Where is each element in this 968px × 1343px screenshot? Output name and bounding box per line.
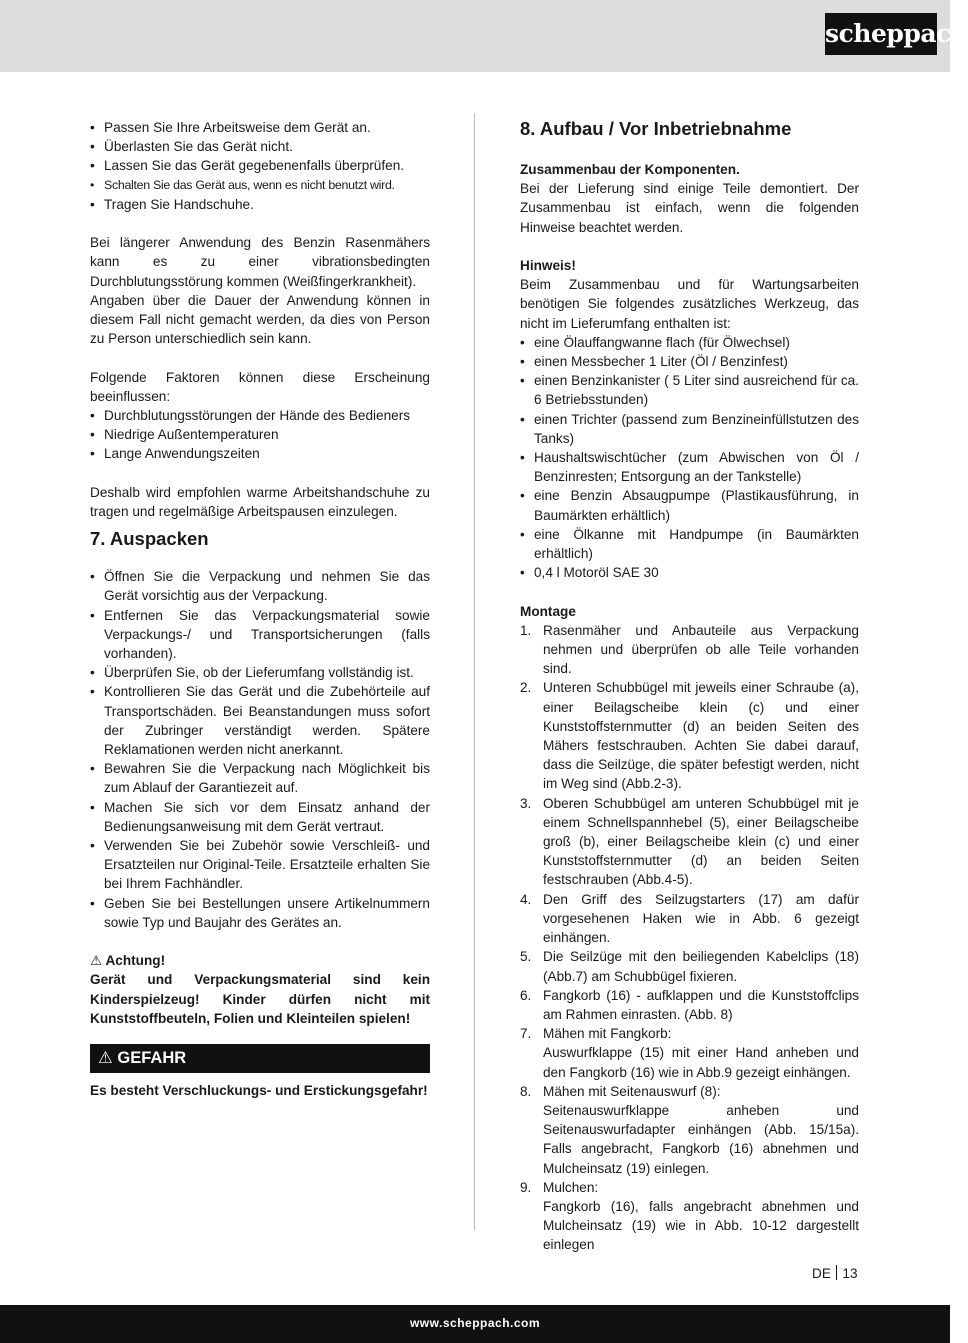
danger-triangle-icon: ⚠ (98, 1049, 113, 1068)
list-item: • Lange Anwendungszeiten (90, 444, 430, 463)
step-number: 4. (520, 891, 532, 907)
list-item: • Verwenden Sie bei Zubehör sowie Verschleiß- und Ersatzteilen nur Original-Teile. Ersatzteile erhalten Sie bei Ihrem Fachhändler. (90, 836, 430, 894)
page-separator (836, 1265, 838, 1280)
paragraph-factors: Folgende Faktoren können diese Erscheinung beeinflussen: (90, 369, 430, 404)
list-item (520, 986, 859, 1024)
list-item (520, 890, 859, 948)
list-item: • Passen Sie Ihre Arbeitsweise dem Gerät an. (90, 118, 430, 137)
list-item: • Entfernen Sie das Verpackungsmaterial sowie Verpackungs-/ und Transportsicherungen (falls vorhanden). (90, 606, 430, 664)
step-number: 8. (520, 1083, 532, 1099)
step-text: Rasenmäher und Anbauteile aus Verpackung nehmen und überprüfen ob alle Teile vorhanden sind. (543, 622, 859, 677)
step-number: 6. (520, 987, 532, 1003)
list-item: • Bewahren Sie die Verpackung nach Möglichkeit bis zum Ablauf der Garantiezeit auf. (90, 759, 430, 797)
list-item (520, 947, 859, 985)
website-link[interactable]: www.scheppach.com (409, 1316, 541, 1330)
list-item: • Machen Sie sich vor dem Einsatz anhand der Bedienungsanweisung mit dem Gerät vertraut. (90, 798, 430, 836)
list-item: • Öffnen Sie die Verpackung und nehmen Sie das Gerät vorsichtig aus der Verpackung. (90, 567, 430, 605)
list-item (520, 1024, 859, 1082)
brand-logo (825, 13, 968, 55)
list-item: • Überprüfen Sie, ob der Lieferumfang vollständig ist. (90, 663, 430, 682)
paragraph-components: Bei der Lieferung sind einige Teile demontiert. Der Zusammenbau ist einfach, wenn die folgenden Hinweise beachtet werden. (520, 181, 859, 235)
step-text: Mähen mit Seitenauswurf (8): (543, 1083, 721, 1099)
footer-bar (0, 1305, 950, 1343)
left-column (90, 118, 430, 1100)
list-item: • einen Benzinkanister ( 5 Liter sind ausreichend für ca. 6 Betriebsstunden) (520, 371, 859, 409)
paragraph-recommendation: Deshalb wird empfohlen warme Arbeitshandschuhe zu tragen und regelmäßige Arbeitspausen einzulegen. (90, 484, 430, 520)
list-item: • einen Messbecher 1 Liter (Öl / Benzinfest) (520, 352, 859, 371)
step-number: 5. (520, 949, 532, 965)
step-subtext: Seitenauswurfklappe anheben und Seitenauswurfadapter einhängen (Abb. 15/15a). Falls angebracht, Fangkorb (16) abnehmen und Mulcheinsatz (19) einlegen. (543, 1102, 859, 1176)
step-text: Die Seilzüge mit den beiliegenden Kabelclips (18) (Abb.7) am Schubbügel fixieren. (543, 949, 859, 984)
list-item: • Tragen Sie Handschuhe. (90, 195, 430, 214)
page-number (812, 1265, 858, 1281)
list-item: • Kontrollieren Sie das Gerät und die Zubehörteile auf Transportschäden. Bei Beanstandungen muss sofort der Zubringer verständigt werden. Spätere Reklamationen werden nicht anerkannt. (90, 682, 430, 759)
paragraph-vibration: Bei längerer Anwendung des Benzin Rasenmähers kann es zu einer vibrationsbedingten Durchblutungsstörung kommen (Weißfingerkrankheit). (90, 235, 430, 289)
step-text: Oberen Schubbügel am unteren Schubbügel mit je einem Schnellspannhebel (5), einer Beilagscheibe groß (b), einer Beilagscheibe klein (c) und einer Kunststoffsternmutter (d) an beiden Seiten festschrauben (Abb.4-5). (543, 795, 859, 888)
montage-heading: Montage (520, 603, 576, 619)
bullet-list-factors (90, 406, 430, 464)
step-number: 9. (520, 1179, 532, 1195)
step-text: Unteren Schubbügel mit jeweils einer Schraube (a), einer Beilagscheibe klein (c) und einer Kunststoffsternmutter (d) an beiden Seiten des Mähers festschrauben. Achten Sie dabei darauf, dass die Seilzüge, die später befestigt werden, nicht im Weg sind (Abb.2-3). (543, 680, 859, 792)
step-subtext: Fangkorb (16), falls angebracht abnehmen und Mulcheinsatz (19) wie in Abb. 10-12 dargestellt einlegen (543, 1198, 859, 1253)
paragraph-duration: Angaben über die Dauer der Anwendung können in diesem Fall nicht gemacht werden, da dies von Person zu Person unterschiedlich sein kann. (90, 292, 430, 347)
warning-triangle-icon: ⚠ (90, 953, 103, 969)
page-number-value: 13 (842, 1266, 858, 1281)
bullet-list-unpacking (90, 567, 430, 932)
list-item (520, 678, 859, 793)
danger-label: GEFAHR (117, 1049, 187, 1068)
list-item: • Niedrige Außentemperaturen (90, 425, 430, 444)
language-code: DE (812, 1266, 831, 1281)
list-item: • Schalten Sie das Gerät aus, wenn es nicht benutzt wird. (90, 176, 430, 195)
list-item: • Überlasten Sie das Gerät nicht. (90, 137, 430, 156)
step-number: 1. (520, 622, 532, 638)
step-text: Mähen mit Fangkorb: (543, 1026, 672, 1042)
section-heading-unpacking: 7. Auspacken (90, 528, 209, 550)
warning-heading (90, 951, 430, 970)
bullet-list-work (90, 118, 430, 214)
list-item: • eine Ölauffangwanne flach (für Ölwechsel) (520, 333, 859, 352)
hint-text: Beim Zusammenbau und für Wartungsarbeiten benötigen Sie folgendes zusätzliches Werkzeug, das nicht im Lieferumfang enthalten ist: (520, 277, 859, 331)
column-divider (474, 113, 475, 1230)
danger-banner (90, 1044, 430, 1073)
warning-title: Achtung! (105, 953, 166, 969)
warning-text: Gerät und Verpackungsmaterial sind kein Kinderspielzeug! Kinder dürfen nicht mit Kunststoffbeuteln, Folien und Kleinteilen spielen! (90, 972, 430, 1026)
list-item: • 0,4 l Motoröl SAE 30 (520, 563, 859, 582)
list-item: • eine Benzin Absaugpumpe (Plastikausführung, in Baumärkten erhältlich) (520, 486, 859, 524)
header-bar (0, 0, 968, 72)
hint-heading: Hinweis! (520, 258, 576, 273)
step-text: Mulchen: (543, 1179, 599, 1195)
bullet-list-tools (520, 333, 859, 583)
list-item: • Geben Sie bei Bestellungen unsere Artikelnummern sowie Typ und Baujahr des Gerätes an. (90, 894, 430, 932)
step-number: 2. (520, 680, 532, 696)
brand-logo-text: scheppach (825, 19, 968, 48)
list-item (520, 1082, 859, 1178)
list-item: • Durchblutungsstörungen der Hände des Bedieners (90, 406, 430, 425)
step-text: Fangkorb (16) - aufklappen und die Kunststoffclips am Rahmen einrasten. (Abb. 8) (543, 987, 859, 1022)
list-item (520, 1178, 859, 1255)
section-heading-assembly: 8. Aufbau / Vor Inbetriebnahme (520, 118, 792, 139)
step-number: 3. (520, 795, 532, 811)
list-item: • Haushaltswischtücher (zum Abwischen von Öl / Benzinresten; Entsorgung an der Tankstelle) (520, 448, 859, 486)
list-item: • einen Trichter (passend zum Benzineinfüllstutzen des Tanks) (520, 410, 859, 448)
list-item: • eine Ölkanne mit Handpumpe (in Baumärkten erhältlich) (520, 525, 859, 563)
list-item (520, 794, 859, 890)
danger-text: Es besteht Verschluckungs- und Erstickungsgefahr! (90, 1083, 428, 1099)
step-subtext: Auswurfklappe (15) mit einer Hand anheben und den Fangkorb (16) wie in Abb.9 gezeigt einhängen. (543, 1045, 859, 1080)
numbered-list-montage (520, 621, 859, 1255)
list-item: • Lassen Sie das Gerät gegebenenfalls überprüfen. (90, 156, 430, 175)
step-text: Den Griff des Seilzugstarters (17) am dafür vorgesehenen Haken wie in Abb. 6 gezeigt einhängen. (543, 891, 859, 946)
right-column (520, 118, 859, 1255)
subheading-components: Zusammenbau der Komponenten. (520, 162, 740, 177)
step-number: 7. (520, 1026, 532, 1042)
list-item (520, 621, 859, 679)
